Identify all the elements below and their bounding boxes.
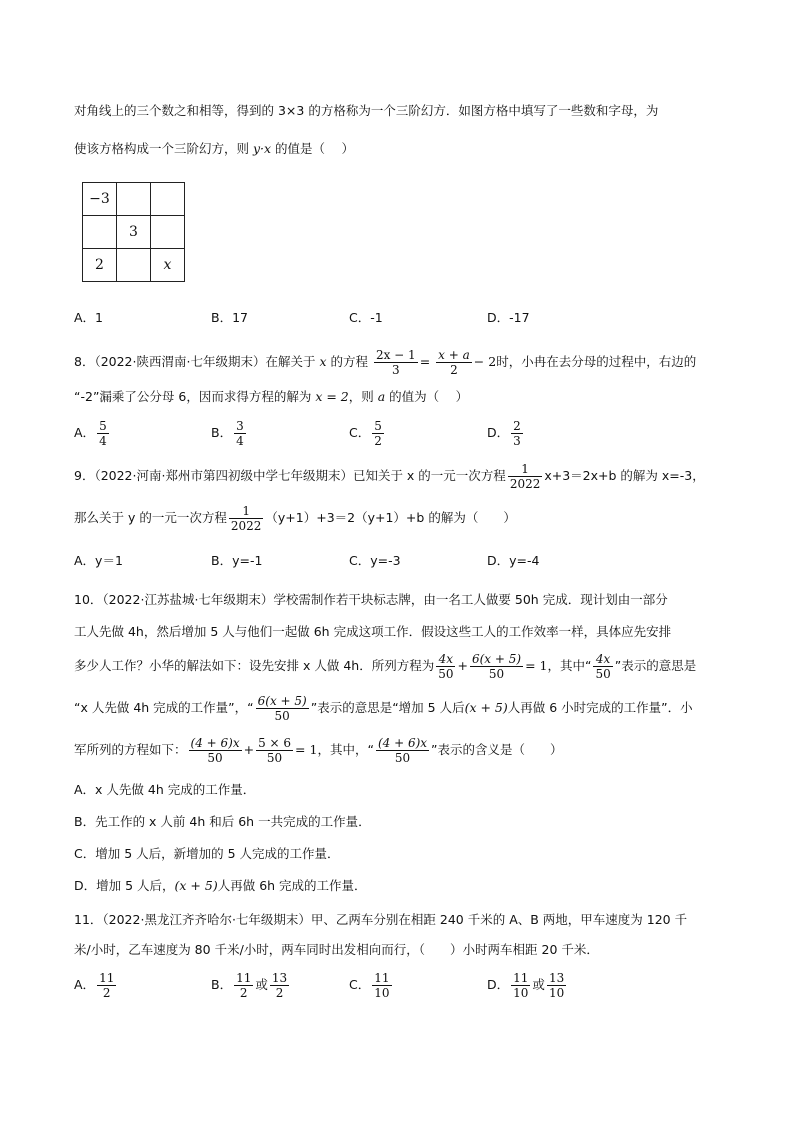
- q8-eq-rhs: [436, 348, 472, 377]
- q8-line1: [74, 346, 696, 378]
- frac-num: 13: [271, 971, 288, 985]
- frac-den: 10: [374, 986, 390, 1000]
- option-fraction: [234, 419, 246, 448]
- frac-num: 13: [548, 971, 565, 985]
- frac-num: 2: [513, 419, 521, 433]
- frac-den: 2: [102, 986, 111, 1000]
- q10-text: ，其中“: [547, 658, 592, 673]
- q10-text: D．增加 5 人后，: [74, 878, 175, 893]
- option-label: C．: [349, 425, 371, 440]
- option-fraction: [372, 971, 391, 1000]
- q11-line2: 米/小时，乙车速度为 80 千米/小时，两车同时出发相向而行，（ ）小时两车相距 20 千米．: [74, 942, 599, 957]
- frac-num: 1: [508, 462, 543, 477]
- q8-option-a[interactable]: [74, 416, 111, 450]
- q8-text: 时，小冉在去分母的过程中，右边的: [496, 354, 697, 369]
- q9-text: 9．（2022·河南·郑州市第四初级中学七年级期末）已知关于 x 的一元一次方程: [74, 468, 506, 483]
- option-fraction: [511, 419, 523, 448]
- q10-line5: [74, 733, 563, 767]
- option-fraction: [97, 971, 116, 1000]
- or-word: 或: [532, 977, 545, 992]
- frac-den: 50: [207, 751, 223, 765]
- frac-den: 3: [513, 434, 521, 448]
- q8-option-c[interactable]: [349, 416, 386, 450]
- option-label: C．: [349, 977, 371, 992]
- q8-text: 的方程: [326, 354, 368, 369]
- option-label: A．: [74, 977, 96, 992]
- frac-num: 4x: [593, 652, 612, 667]
- q7-line2-tail: 的值是（ ）: [271, 141, 355, 156]
- q10-option-b[interactable]: B．先工作的 x 人前 4h 和后 6h 一共完成的工作量．: [74, 814, 371, 829]
- frac-den: 2: [374, 434, 382, 448]
- frac-den: 50: [274, 709, 290, 723]
- frac-num: 5: [374, 419, 382, 433]
- q10-option-c[interactable]: C．增加 5 人后，新增加的 5 人完成的工作量．: [74, 846, 340, 861]
- frac-den: 2: [239, 986, 248, 1000]
- frac-den: 50: [394, 751, 411, 765]
- q7-variable: y·x: [252, 141, 272, 156]
- frac-den: 50: [438, 667, 454, 681]
- q8-solution: x = 2: [315, 389, 349, 404]
- plus-sign: +: [243, 742, 255, 757]
- q10-frac-5x6: [256, 736, 293, 765]
- grid-cell: [117, 183, 151, 216]
- q10-text: 人再做 6 小时完成的工作量”．小: [507, 700, 693, 715]
- q7-line2-text: 使该方格构成一个三阶幻方，则: [74, 141, 253, 156]
- equals-one: = 1: [525, 658, 548, 673]
- q9-line1: [74, 460, 705, 492]
- q8-var-a: a: [377, 389, 386, 404]
- frac-num: 4x: [436, 652, 455, 667]
- option-label: B．: [211, 425, 233, 440]
- frac-num: 5: [99, 419, 107, 433]
- q11-option-d[interactable]: [487, 968, 568, 1002]
- q10-option-d[interactable]: [74, 876, 367, 896]
- grid-cell: −3: [83, 183, 117, 216]
- q8-eq-tail: − 2: [473, 354, 497, 369]
- q10-frac-4x: [436, 652, 455, 681]
- q8-option-d[interactable]: [487, 416, 525, 450]
- frac-den: 50: [488, 667, 505, 681]
- q9-option-c[interactable]: C．y=-3: [349, 553, 401, 568]
- q9-fraction: [508, 462, 543, 491]
- q11-option-a[interactable]: [74, 968, 118, 1002]
- q9-option-a[interactable]: A．y＝1: [74, 553, 123, 568]
- frac-num: 11: [236, 971, 252, 985]
- grid-cell: [83, 216, 117, 249]
- q7-line2: [74, 139, 354, 159]
- q10-text: ”表示的意思是: [614, 658, 697, 673]
- frac-num: 6(x + 5): [471, 652, 522, 666]
- option-label: B．: [211, 977, 233, 992]
- option-label: A．: [74, 425, 96, 440]
- frac-num: 11: [99, 971, 115, 985]
- q10-line4: [74, 691, 693, 725]
- grid-cell: 3: [117, 216, 151, 249]
- option-label: D．: [487, 425, 510, 440]
- equals-one: = 1: [295, 742, 318, 757]
- q10-text: 人再做 6h 完成的工作量．: [217, 878, 367, 893]
- q8-option-b[interactable]: [211, 416, 248, 450]
- frac-den: 2: [450, 363, 458, 377]
- grid-cell: [151, 183, 185, 216]
- frac-num: 3: [236, 419, 244, 433]
- q11-option-c[interactable]: [349, 968, 394, 1002]
- q10-line1: 10．（2022·江苏盐城·七年级期末）学校需制作若干块标志牌，由一名工人做要 50h 完成．现计划由一部分: [74, 592, 668, 607]
- q8-var-x: x: [319, 354, 327, 369]
- q8-eq-lhs: [374, 348, 418, 377]
- q10-text: 多少人工作？小华的解法如下：设先安排 x 人做 4h．所列方程为: [74, 658, 435, 673]
- frac-num: 11: [374, 971, 390, 985]
- frac-num: 1: [229, 504, 264, 519]
- q10-text: ”表示的意思是“增加 5 人后: [310, 700, 465, 715]
- frac-den: 4: [99, 434, 107, 448]
- q10-text: “x 人先做 4h 完成的工作量”，“: [74, 700, 254, 715]
- magic-square-grid: [82, 182, 185, 282]
- grid-cell: [151, 216, 185, 249]
- q10-option-a[interactable]: A．x 人先做 4h 完成的工作量．: [74, 782, 256, 797]
- frac-num: x + a: [438, 348, 470, 362]
- frac-den: 2: [275, 986, 284, 1000]
- q7-option-c[interactable]: C．-1: [349, 310, 383, 325]
- q7-line1: 对角线上的三个数之和相等，得到的 3×3 的方格称为一个三阶幻方．如图方格中填写了一些数和字母，为: [74, 103, 659, 118]
- option-fraction: [547, 971, 566, 1000]
- q10-frac-6x5: [470, 652, 523, 681]
- q8-text: 的值为（ ）: [385, 389, 469, 404]
- option-fraction: [372, 419, 384, 448]
- q8-line2: [74, 387, 468, 407]
- option-fraction: [234, 971, 253, 1000]
- q9-option-d[interactable]: D．y=-4: [487, 553, 540, 568]
- grid-cell: 2: [83, 249, 117, 282]
- grid-cell: x: [151, 249, 185, 282]
- plus-sign: +: [457, 658, 468, 673]
- frac-num: (4 + 6)x: [190, 736, 240, 750]
- option-fraction: [511, 971, 530, 1000]
- q10-text: 军所列的方程如下：: [74, 742, 187, 757]
- q9-text: x+3＝2x+b 的解为 x=-3，: [544, 468, 705, 483]
- frac-den: 10: [513, 986, 529, 1000]
- q10-frac-46x: [189, 736, 242, 765]
- q7-option-b[interactable]: B．17: [211, 310, 248, 325]
- frac-den: 4: [236, 434, 244, 448]
- frac-num: 6(x + 5): [257, 694, 307, 708]
- q8-text: ，则: [348, 389, 378, 404]
- q10-frac-6x5: [256, 694, 309, 723]
- q10-text: ”表示的含义是（ ）: [431, 742, 563, 757]
- q8-text: “-2”漏乘了公分母 6，因而求得方程的解为: [74, 389, 316, 404]
- frac-num: 5 × 6: [258, 736, 292, 750]
- q10-frac-4x: [593, 652, 612, 681]
- q7-option-d[interactable]: D．-17: [487, 310, 530, 325]
- q9-text: 那么关于 y 的一元一次方程: [74, 510, 227, 525]
- frac-den: 2022: [509, 477, 541, 491]
- frac-den: 2022: [230, 519, 262, 533]
- frac-den: 50: [595, 667, 611, 681]
- q9-text: （y+1）+3＝2（y+1）+b 的解为（ ）: [265, 510, 516, 525]
- q9-fraction: [229, 504, 264, 533]
- option-fraction: [270, 971, 289, 1000]
- q10-line3: [74, 649, 696, 683]
- or-word: 或: [255, 977, 268, 992]
- q10-paren-expr: (x + 5): [464, 700, 508, 715]
- option-fraction: [97, 419, 109, 448]
- q10-frac-46x: [376, 736, 429, 765]
- frac-den: 3: [392, 363, 400, 377]
- option-label: D．: [487, 977, 510, 992]
- frac-den: 50: [266, 751, 283, 765]
- q8-text: 8．（2022·陕西渭南·七年级期末）在解关于: [74, 354, 320, 369]
- frac-num: 11: [513, 971, 529, 985]
- q9-option-b[interactable]: B．y=-1: [211, 553, 263, 568]
- q11-option-b[interactable]: [211, 968, 291, 1002]
- q10-text: ，其中，“: [317, 742, 374, 757]
- frac-num: (4 + 6)x: [377, 736, 428, 750]
- q9-line2: [74, 502, 516, 534]
- q10-line2: 工人先做 4h，然后增加 5 人与他们一起做 6h 完成这项工作．假设这些工人的工作效率一样，具体应先安排: [74, 624, 672, 639]
- q11-line1: 11．（2022·黑龙江齐齐哈尔·七年级期末）甲、乙两车分别在相距 240 千米的 A、B 两地，甲车速度为 120 千: [74, 912, 688, 927]
- frac-num: 2x − 1: [375, 348, 416, 362]
- q7-option-a[interactable]: A．1: [74, 310, 104, 325]
- equals-sign: =: [419, 354, 431, 369]
- grid-cell: [117, 249, 151, 282]
- q10-paren-expr: (x + 5): [174, 878, 218, 893]
- frac-den: 10: [548, 986, 565, 1000]
